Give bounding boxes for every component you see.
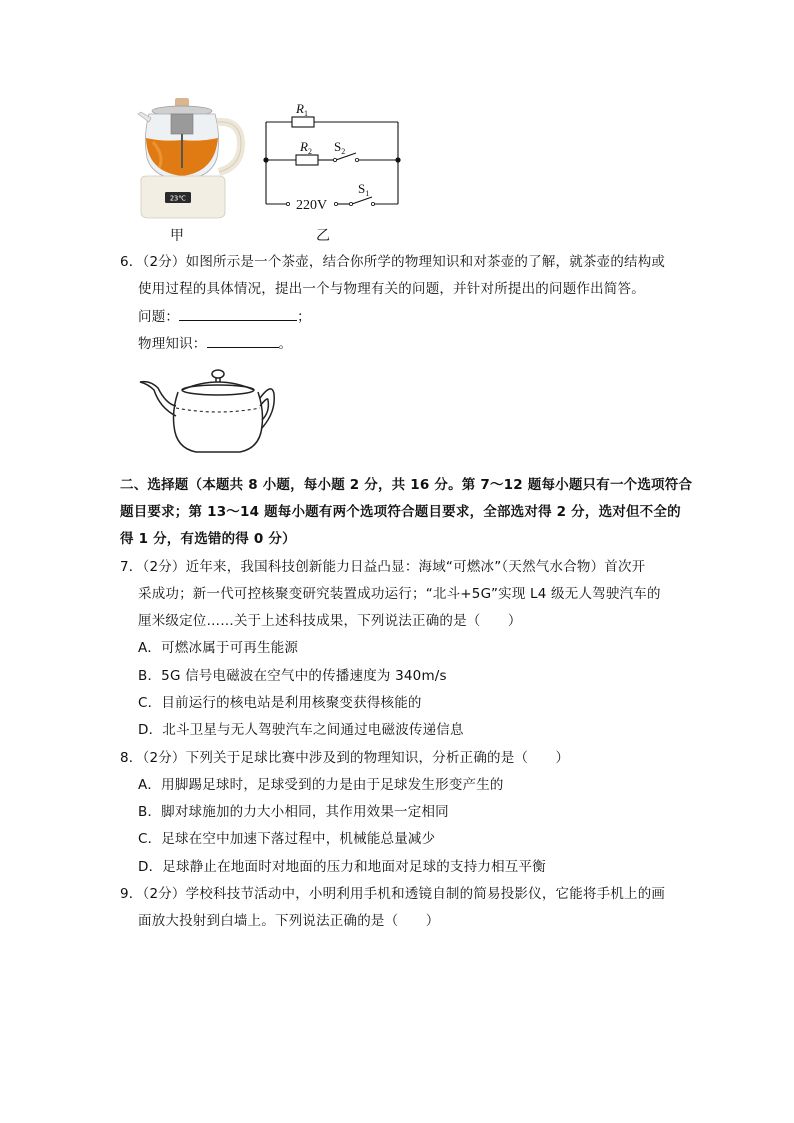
q6-question-line [138,306,311,327]
q7-line-1: 7．（2分）近年来，我国科技创新能力日益凸显：海域“可燃冰”（天然气水合物）首次开 [120,559,646,575]
q6-knowledge-line [138,333,292,354]
q6-knowledge-blank[interactable] [207,333,279,348]
q6-line-1: 6．（2分）如图所示是一个茶壶，结合你所学的物理知识和对茶壶的了解，就茶壶的结构或 [120,254,666,270]
s2-label: S [334,139,342,154]
q8-option-a[interactable]: A．用脚踢足球时，足球受到的力是由于足球发生形变产生的 [138,777,504,793]
q6-knowledge-label: 物理知识： [138,336,207,352]
r2-subscript: 2 [307,147,312,156]
q9-line-1: 9．（2分）学校科技节活动中，小明利用手机和透镜自制的简易投影仪，它能将手机上的画 [120,886,666,902]
s2-subscript: 2 [341,147,346,156]
r1-subscript: 1 [303,109,308,118]
q6-question-end: ； [297,309,311,325]
kettle-display: 23℃ [169,194,187,203]
q9-line-2: 面放大投射到白墙上。下列说法正确的是（ ） [138,913,440,929]
q7-option-a[interactable]: A．可燃冰属于可再生能源 [138,640,299,656]
circuit-caption: 乙 [316,228,330,244]
s1-subscript: 1 [365,189,370,198]
r2-label: R [300,139,308,154]
q7-option-b[interactable]: B．5G 信号电磁波在空气中的传播速度为 340m/s [138,668,447,684]
svg-text:R1 [295,101,308,118]
kettle-figure [135,96,250,224]
svg-text:S1 [358,181,369,198]
section2-line-3: 得 1 分，有选错的得 0 分） [120,531,296,547]
q7-line-3: 厘米级定位……关于上述科技成果，下列说法正确的是（ ） [138,613,522,629]
q8-option-d[interactable]: D．足球静止在地面时对地面的压力和地面对足球的支持力相互平衡 [138,859,546,875]
q8-option-c[interactable]: C．足球在空中加速下落过程中，机械能总量减少 [138,831,436,847]
q6-line-2: 使用过程的具体情况，提出一个与物理有关的问题，并针对所提出的问题作出简答。 [138,281,645,297]
svg-text:S2 [334,139,345,156]
r1-label: R [296,101,304,116]
svg-text:R2 [299,139,312,156]
q6-question-label: 问题： [138,309,180,325]
s1-label: S [358,181,366,196]
voltage-label: 220V [296,198,328,213]
teapot-figure [136,360,281,460]
q7-line-2: 采成功；新一代可控核聚变研究装置成功运行；“北斗+5G”实现 L4 级无人驾驶汽车的 [138,586,661,602]
q7-option-d[interactable]: D．北斗卫星与无人驾驶汽车之间通过电磁波传递信息 [138,722,464,738]
q6-knowledge-end: 。 [278,336,293,352]
section2-line-2: 题目要求；第 13～14 题每小题有两个选项符合题目要求，全部选对得 2 分，选对但不全的 [120,504,681,520]
q7-option-c[interactable]: C．目前运行的核电站是利用核聚变获得核能的 [138,695,422,711]
section2-line-1: 二、选择题（本题共 8 小题，每小题 2 分，共 16 分。第 7～12 题每小题只有一个选项符合 [120,477,693,493]
q8-line-1: 8．（2分）下列关于足球比赛中涉及到的物理知识，分析正确的是（ ） [120,750,570,766]
q8-option-b[interactable]: B．脚对球施加的力大小相同，其作用效果一定相同 [138,804,449,820]
kettle-caption: 甲 [170,228,184,244]
q6-question-blank[interactable] [179,306,297,321]
circuit-diagram [258,96,408,218]
